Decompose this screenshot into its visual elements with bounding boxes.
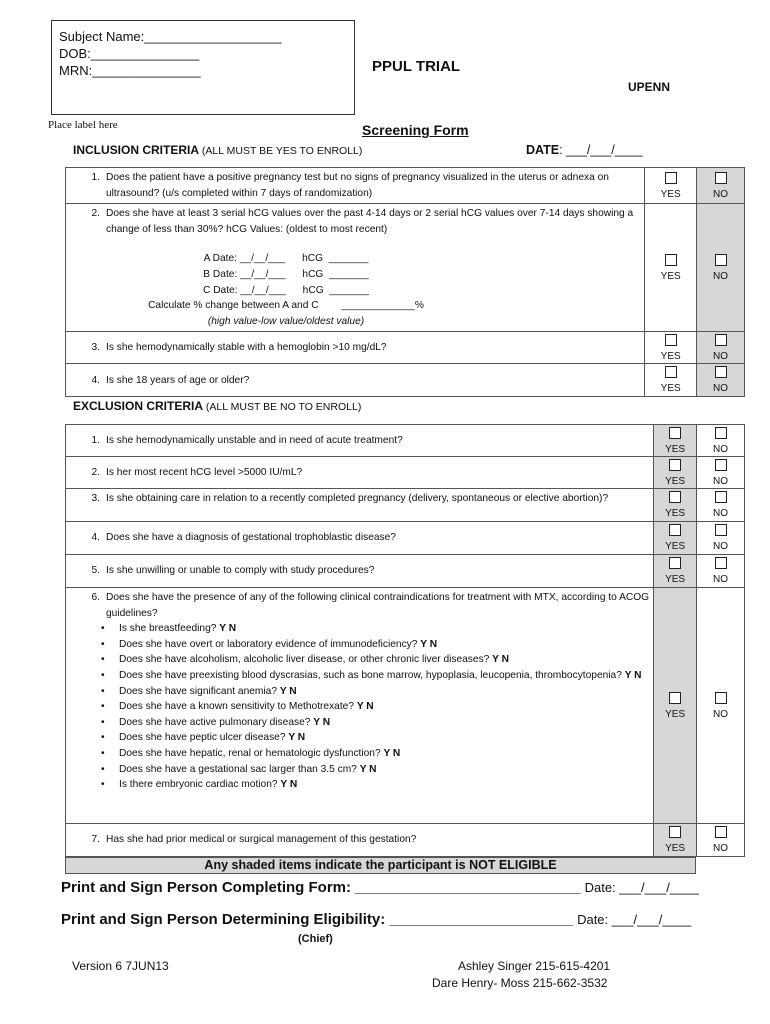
- checkbox-icon: [715, 334, 727, 346]
- exclusion-2-yes[interactable]: YES: [654, 457, 697, 489]
- exclusion-question-4: 4. Does she have a diagnosis of gestational trophoblastic disease?: [66, 522, 654, 555]
- exclusion-question-7: 7. Has she had prior medical or surgical management of this gestation?: [66, 824, 654, 857]
- exclusion-table: [65, 424, 745, 857]
- exclusion-1-yes[interactable]: YES: [654, 425, 697, 457]
- contraindication-list: • Is she breastfeeding? Y N • Does she have overt or laboratory evidence of immunodeficiency? Y N • Does she have alcoholism, alcoholic liver disease, or other chronic liver diseases? Y N • Does she have preexisting blood dyscrasias, such as bone marrow, hypoplasia, leucopenia, thrombocytopenia? Y N • Does she have significant anemia? Y N • Does she have a known sensitivity to Methotrexate? Y N • Does she have active pulmonary disease? Y N • Does she have peptic ulcer disease? Y N • Does she have hepatic, renal or hematologic dysfunction? Y N • Does she have a gestational sac larger than 3.5 cm? Y N • Is there embryonic cardiac motion? Y N: [101, 623, 642, 791]
- table-row: [66, 824, 745, 857]
- exclusion-3-no[interactable]: NO: [697, 489, 745, 522]
- table-row: [66, 555, 745, 588]
- exclusion-1-no[interactable]: NO: [697, 425, 745, 457]
- checkbox-icon: [669, 459, 681, 471]
- contact-1: Ashley Singer 215-615-4201: [458, 959, 611, 973]
- checkbox-icon: [715, 692, 727, 704]
- exclusion-4-yes[interactable]: YES: [654, 522, 697, 555]
- place-label-caption: Place label here: [48, 119, 118, 131]
- checkbox-icon: [715, 524, 727, 536]
- hcg-formula: (high value-low value/oldest value): [207, 315, 365, 327]
- exclusion-7-yes[interactable]: YES: [654, 824, 697, 857]
- checkbox-icon: [669, 826, 681, 838]
- checkbox-icon: [665, 366, 677, 378]
- table-row: [66, 425, 745, 457]
- inclusion-question-4: 4. Is she 18 years of age or older?: [66, 364, 645, 397]
- exclusion-2-no[interactable]: NO: [697, 457, 745, 489]
- checkbox-icon: [665, 254, 677, 266]
- mrn-field[interactable]: MRN:_______________: [59, 63, 201, 78]
- form-title: Screening Form: [362, 122, 469, 138]
- hcg-line-b[interactable]: B Date: __/__/___ hCG _______: [203, 268, 369, 280]
- inclusion-question-1: 1. Does the patient have a positive pregnancy test but no signs of pregnancy visualized in the uterus or adnexa on ultrasound? (u/s completed within 7 days of randomization): [66, 168, 645, 204]
- table-row: [66, 522, 745, 555]
- checkbox-icon: [669, 427, 681, 439]
- patient-label-box: [51, 20, 355, 115]
- table-row: [66, 457, 745, 489]
- inclusion-4-yes[interactable]: YES: [645, 364, 697, 397]
- inclusion-1-no[interactable]: NO: [697, 168, 745, 204]
- signature-completing[interactable]: Print and Sign Person Completing Form: ___________________________ Date: ___/___/____: [61, 879, 699, 896]
- inclusion-question-2: 2. Does she have at least 3 serial hCG values over the past 4-14 days or 2 serial hCG values over 7-14 days showing a change of less than 30%? hCG Values: (oldest to most recent) A Date: __/__/___ hCG _______ B Date: __/__/___ hCG _______ C Date: __/__/___ hCG _______ Calculate % change between A and C _____________% (high value-low value/oldest value): [66, 204, 645, 332]
- exclusion-6-yes[interactable]: YES: [654, 588, 697, 824]
- inclusion-4-no[interactable]: NO: [697, 364, 745, 397]
- table-row: [66, 168, 745, 204]
- table-row: [66, 364, 745, 397]
- exclusion-5-yes[interactable]: YES: [654, 555, 697, 588]
- exclusion-question-5: 5. Is she unwilling or unable to comply with study procedures?: [66, 555, 654, 588]
- version-label: Version 6 7JUN13: [72, 959, 169, 973]
- chief-caption: (Chief): [298, 933, 333, 945]
- screening-date[interactable]: DATE: ___/___/____: [526, 143, 643, 157]
- shaded-items-note: Any shaded items indicate the participant is NOT ELIGIBLE: [65, 857, 696, 874]
- page-title: PPUL TRIAL: [372, 58, 461, 75]
- exclusion-3-yes[interactable]: YES: [654, 489, 697, 522]
- table-row: [66, 332, 745, 364]
- checkbox-icon: [669, 692, 681, 704]
- checkbox-icon: [715, 491, 727, 503]
- exclusion-6-no[interactable]: NO: [697, 588, 745, 824]
- inclusion-2-no[interactable]: NO: [697, 204, 745, 332]
- checkbox-icon: [715, 557, 727, 569]
- exclusion-question-2: 2. Is her most recent hCG level >5000 IU/mL?: [66, 457, 654, 489]
- exclusion-question-3: 3. Is she obtaining care in relation to a recently completed pregnancy (delivery, spontaneous or elective abortion)?: [66, 489, 654, 522]
- checkbox-icon: [715, 826, 727, 838]
- table-row: [66, 204, 745, 332]
- checkbox-icon: [665, 172, 677, 184]
- institution-label: UPENN: [628, 80, 671, 94]
- checkbox-icon: [669, 491, 681, 503]
- exclusion-4-no[interactable]: NO: [697, 522, 745, 555]
- checkbox-icon: [715, 427, 727, 439]
- exclusion-question-6: 6. Does she have the presence of any of the following clinical contraindications for treatment with MTX, according to ACOG guidelines? • Is she breastfeeding? Y N • Does she have overt or laboratory evidence of immunodeficiency? Y N • Does she have alcoholism, alcoholic liver disease, or other chronic liver diseases? Y N • Does she have preexisting blood dyscrasias, such as bone marrow, hypoplasia, leucopenia, thrombocytopenia? Y N • Does she have significant anemia? Y N • Does she have a known sensitivity to Methotrexate? Y N • Does she have active pulmonary disease? Y N • Does she have peptic ulcer disease? Y N • Does she have hepatic, renal or hematologic dysfunction? Y N • Does she have a gestational sac larger than 3.5 cm? Y N • Is there embryonic cardiac motion? Y N: [66, 588, 654, 824]
- checkbox-icon: [669, 524, 681, 536]
- signature-determining[interactable]: Print and Sign Person Determining Eligibility: ______________________ Date: ___/___/____: [61, 911, 692, 928]
- table-row: [66, 489, 745, 522]
- inclusion-1-yes[interactable]: YES: [645, 168, 697, 204]
- exclusion-5-no[interactable]: NO: [697, 555, 745, 588]
- inclusion-table: [65, 167, 745, 397]
- checkbox-icon: [665, 334, 677, 346]
- hcg-line-c[interactable]: C Date: __/__/___ hCG _______: [203, 284, 369, 296]
- checkbox-icon: [715, 459, 727, 471]
- dob-field[interactable]: DOB:_______________: [59, 46, 200, 61]
- inclusion-heading: INCLUSION CRITERIA (ALL MUST BE YES TO ENROLL): [73, 143, 363, 157]
- checkbox-icon: [715, 254, 727, 266]
- hcg-percent-change[interactable]: Calculate % change between A and C _____________%: [148, 300, 424, 312]
- hcg-line-a[interactable]: A Date: __/__/___ hCG _______: [203, 253, 369, 265]
- inclusion-3-no[interactable]: NO: [697, 332, 745, 364]
- inclusion-question-3: 3. Is she hemodynamically stable with a hemoglobin >10 mg/dL?: [66, 332, 645, 364]
- inclusion-2-yes[interactable]: YES: [645, 204, 697, 332]
- contact-2: Dare Henry- Moss 215-662-3532: [432, 976, 608, 990]
- exclusion-7-no[interactable]: NO: [697, 824, 745, 857]
- subject-name-field[interactable]: Subject Name:___________________: [59, 29, 282, 44]
- checkbox-icon: [715, 172, 727, 184]
- checkbox-icon: [669, 557, 681, 569]
- checkbox-icon: [715, 366, 727, 378]
- exclusion-heading: EXCLUSION CRITERIA (ALL MUST BE NO TO ENROLL): [73, 399, 362, 413]
- exclusion-question-1: 1. Is she hemodynamically unstable and in need of acute treatment?: [66, 425, 654, 457]
- table-row: [66, 588, 745, 824]
- inclusion-3-yes[interactable]: YES: [645, 332, 697, 364]
